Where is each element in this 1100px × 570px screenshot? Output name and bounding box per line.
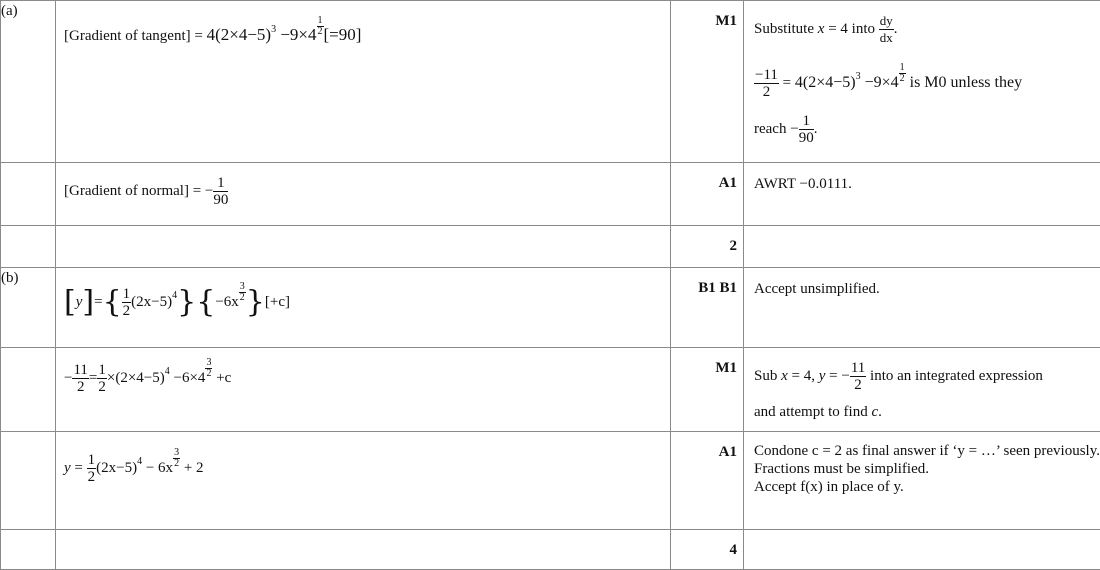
row-b-final [1,432,1100,530]
g-dot: . [878,404,882,420]
answer-cell [56,530,671,570]
g-text: = − [825,367,850,384]
mark-m1: M1 [715,360,737,376]
minus: − [64,369,73,386]
den: 2 [762,84,771,100]
answer-cell [56,432,671,530]
num: 11 [850,360,866,376]
g-tail: −9×4 [860,73,899,91]
mark-a1: A1 [718,444,737,460]
guidance-condone: Condone c = 2 as final answer if ‘y = …’ seen previously. [754,443,1100,459]
pow4: 4 [137,455,143,467]
tail: −6×4 [169,369,206,386]
plus-c: [+c] [264,293,290,310]
total-b: 4 [729,542,737,558]
part-cell [1,348,56,432]
guidance-fractions: Fractions must be simplified. [754,461,929,477]
answer-final [64,447,204,485]
guidance-awrt: AWRT −0.0111. [754,176,852,192]
guidance-unsimplified: Accept unsimplified. [754,281,880,297]
total-cell [671,530,744,570]
num: 1 [87,452,96,468]
dx: dx [879,30,893,45]
g-end: is M0 unless they [905,73,1023,91]
eq: = [70,459,87,476]
part-cell [1,1,56,163]
den: 90 [213,192,229,208]
g-pow: 3 [855,70,861,82]
half-den: 2 [899,73,905,84]
g-text: Sub [754,367,782,384]
answer-cell [56,348,671,432]
neg-11-over-2 [754,67,779,100]
g-c: c [871,404,879,420]
mark-cell [671,163,744,226]
g-dot: . [893,20,898,37]
half-den: 2 [317,26,323,38]
part-label-a: (a) [1,3,18,19]
den: 2 [174,458,180,469]
eleven-halves [850,360,866,393]
guidance-cell [744,348,1100,432]
part-cell [1,226,56,268]
guidance-sub-line1 [754,360,1043,393]
brace: }{ [177,284,216,320]
g-eq: = [778,74,795,91]
one-over-90 [213,175,228,208]
num: 3 [206,357,212,368]
part-cell [1,268,56,348]
num: 1 [122,286,131,302]
half-num: 1 [899,62,905,73]
g-expr: 4(2×4−5) [794,73,856,91]
answer-lhs: [Gradient of tangent] = [64,28,207,44]
g-dot: . [813,120,818,137]
g-text: and attempt to find [754,404,872,420]
mark-cell [671,268,744,348]
den: 90 [798,130,814,146]
answer-integral [64,281,290,320]
minus-term: −9×4 [276,25,317,44]
guidance-cell [744,163,1100,226]
num: 1 [213,175,228,192]
pow4: 4 [164,365,170,377]
row-a-total [1,226,1100,268]
total-a: 2 [729,238,737,254]
part-label-b: (b) [1,270,19,286]
total-cell [671,226,744,268]
answer-gradient-tangent [64,15,362,47]
g-text: Substitute [754,20,818,37]
tail: − 6x [142,459,174,476]
plus-2: + 2 [180,459,204,476]
mark-b1-b1: B1 B1 [698,280,737,296]
answer-sub [64,357,232,395]
den: 2 [239,292,245,303]
half-fraction [122,286,132,319]
den: 2 [76,379,85,395]
half-exponent [317,16,324,37]
var-y: y [75,293,83,310]
three-halves-exponent [173,448,180,469]
g-text: = 4, [787,367,819,384]
g-text: into an integrated expression [866,367,1043,384]
half-fraction [97,362,107,395]
neg6x: −6x [215,293,239,310]
mark-a1: A1 [718,175,737,191]
row-b-total [1,530,1100,570]
den: 2 [122,303,131,319]
dy: dy [879,13,893,28]
bracket: [ [64,284,76,320]
guidance-accept-fx: Accept f(x) in place of y. [754,479,904,495]
half-fraction [87,452,97,485]
answer-cell [56,1,671,163]
guidance-substitute [754,13,897,46]
part-cell [1,432,56,530]
half-exponent [899,63,906,84]
mark-cell [671,348,744,432]
num: 3 [239,281,245,292]
guidance-sub-line2 [754,404,882,421]
dy-dx-fraction [879,13,894,46]
answer-cell [56,226,671,268]
three-halves-exponent [205,358,212,379]
answer-cell [56,268,671,348]
answer-expr: 4(2×4−5) [206,25,272,44]
g-text: = 4 into [824,20,879,37]
inner: (2x−5) [131,293,173,310]
guidance-reach [754,113,817,146]
half-num: 1 [317,15,323,27]
pow4: 4 [172,289,178,301]
plus-c: +c [212,369,232,386]
row-a-normal [1,163,1100,226]
num: 11 [73,362,88,378]
g-y: y [818,367,826,384]
row-a-tangent [1,1,1100,163]
den: 2 [206,368,212,379]
mark-cell [671,1,744,163]
guidance-cell [744,530,1100,570]
brace: { [102,284,122,320]
den: 2 [98,379,106,395]
guidance-final [744,432,1100,496]
answer-lhs: [Gradient of normal] = − [64,182,214,199]
part-cell [1,530,56,570]
row-b-substitute [1,348,1100,432]
den: 2 [87,469,96,485]
num: −11 [755,67,778,83]
g-var-x: x [817,20,825,37]
num: 1 [98,362,106,378]
g-x: x [781,367,788,384]
mark-cell [671,432,744,530]
answer-cell [56,163,671,226]
mark-m1: M1 [715,13,737,29]
expr: (2x−5) [96,459,138,476]
eq: = [88,369,98,386]
eq: = [94,293,103,310]
var-y: y [64,459,71,476]
guidance-cell [744,268,1100,348]
guidance-cell [744,1,1100,163]
guidance-cell [744,432,1100,530]
one-over-90 [799,113,814,146]
den: 2 [854,377,862,393]
power-3: 3 [271,24,277,35]
num: 1 [799,113,814,130]
g-text: reach − [754,120,799,137]
brace: } [245,284,265,320]
guidance-m0-note [754,62,1023,100]
num: 3 [174,447,180,458]
bracket: ] [82,284,95,320]
part-cell [1,163,56,226]
row-b-integrate [1,268,1100,348]
answer-gradient-normal [64,175,228,208]
guidance-cell [744,226,1100,268]
expr: ×(2×4−5) [106,369,165,386]
three-halves-exponent [239,282,246,303]
eleven-halves [72,362,88,395]
equals-90: [=90] [323,25,362,44]
